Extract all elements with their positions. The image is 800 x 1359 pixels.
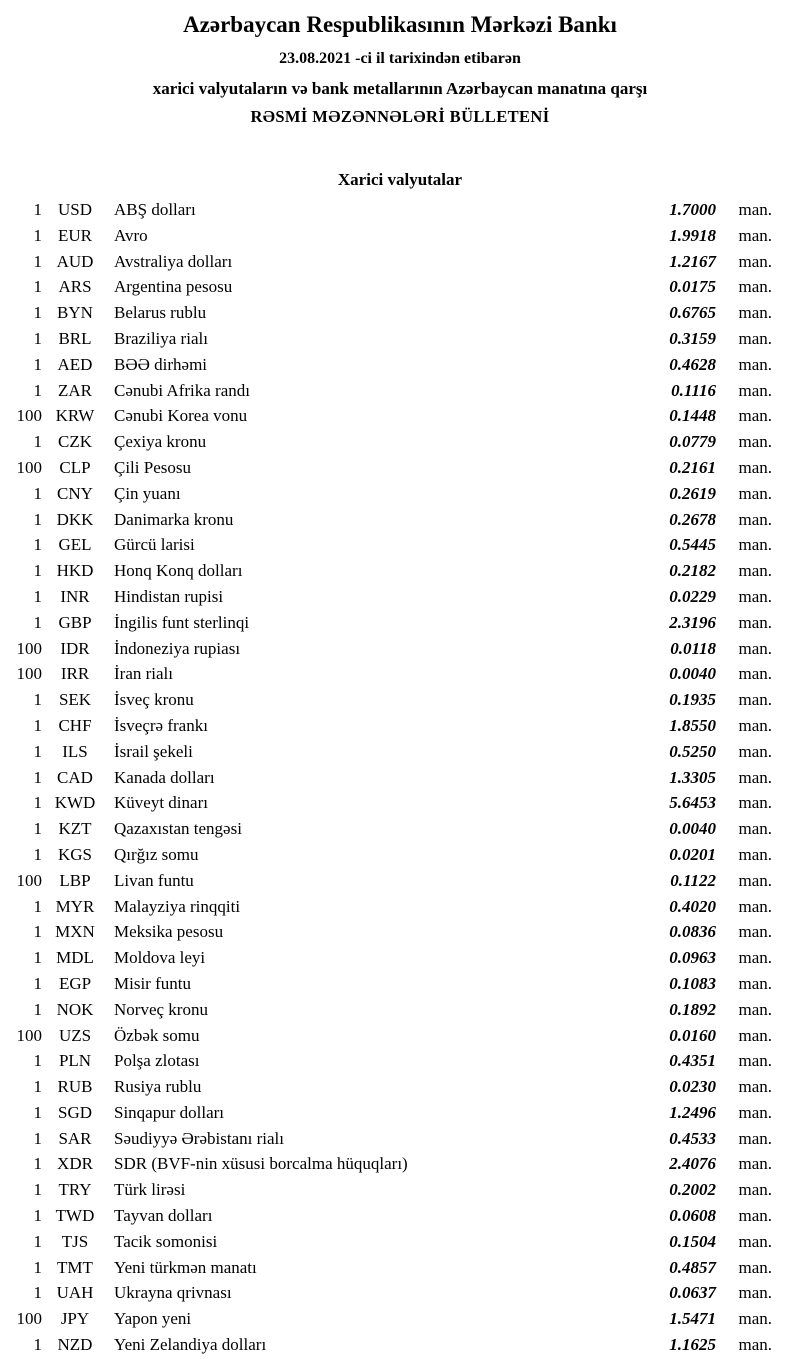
currency-code: CZK <box>58 432 92 452</box>
table-row <box>0 455 772 481</box>
currency-code: UZS <box>58 1025 92 1045</box>
rate-value: 0.0040 <box>669 664 716 684</box>
unit-label: man. <box>738 354 772 374</box>
currency-code: NZD <box>57 1335 93 1355</box>
rate-value: 0.4351 <box>669 1051 716 1071</box>
unit-label: man. <box>738 767 772 787</box>
currency-code: AUD <box>56 251 94 271</box>
currency-code: UAH <box>56 1283 94 1303</box>
table-row <box>0 1151 772 1177</box>
nominal-value: 1 <box>33 1128 42 1148</box>
rate-value: 0.0160 <box>669 1025 716 1045</box>
currency-name: Moldova leyi <box>114 948 206 968</box>
nominal-value: 1 <box>33 612 42 632</box>
currency-code: MXN <box>55 922 95 942</box>
table-row <box>0 223 772 249</box>
nominal-value: 1 <box>33 1206 42 1226</box>
rate-value: 0.4020 <box>669 896 716 916</box>
rate-value: 0.2678 <box>669 509 716 529</box>
currency-name: Argentina pesosu <box>114 277 233 297</box>
unit-label: man. <box>738 1257 772 1277</box>
currency-code: IRR <box>60 664 90 684</box>
currency-name: İngilis funt sterlinqi <box>114 612 250 632</box>
currency-name: Sinqapur dolları <box>114 1102 225 1122</box>
table-row <box>0 197 772 223</box>
unit-label: man. <box>738 1102 772 1122</box>
bulletin-title: RƏSMİ MƏZƏNNƏLƏRİ BÜLLETENİ <box>250 107 550 126</box>
currency-code: INR <box>60 586 90 606</box>
unit-label: man. <box>738 922 772 942</box>
unit-label: man. <box>738 406 772 426</box>
currency-name: Polşa zlotası <box>114 1051 200 1071</box>
currency-code: TRY <box>58 1180 92 1200</box>
nominal-value: 1 <box>33 922 42 942</box>
table-row <box>0 1048 772 1074</box>
unit-label: man. <box>738 509 772 529</box>
rate-value: 0.3159 <box>669 328 716 348</box>
currency-code: CAD <box>57 767 93 787</box>
currency-name: Qazaxıstan tengəsi <box>114 819 242 839</box>
currency-code: ZAR <box>58 380 92 400</box>
currency-name: İran rialı <box>114 664 173 684</box>
rate-value: 0.1504 <box>669 1231 716 1251</box>
table-row <box>0 1332 772 1358</box>
nominal-value: 1 <box>33 844 42 864</box>
table-row <box>0 429 772 455</box>
rate-value: 0.5445 <box>669 535 716 555</box>
currency-name: Yeni Zelandiya dolları <box>114 1335 267 1355</box>
nominal-value: 1 <box>33 483 42 503</box>
currency-code: JPY <box>60 1309 90 1329</box>
table-row <box>0 1280 772 1306</box>
currency-code: LBP <box>59 870 91 890</box>
rate-value: 0.0608 <box>669 1206 716 1226</box>
table-row <box>0 1306 772 1332</box>
currency-name: Özbək somu <box>114 1025 200 1045</box>
rate-value: 1.7000 <box>669 200 716 219</box>
rate-value: 1.1625 <box>669 1335 716 1355</box>
currency-code: RUB <box>57 1077 93 1097</box>
rate-value: 0.2619 <box>669 483 716 503</box>
currency-name: Norveç kronu <box>114 999 208 1019</box>
unit-label: man. <box>738 638 772 658</box>
table-row <box>0 765 772 791</box>
table-row <box>0 919 772 945</box>
nominal-value: 1 <box>33 251 42 271</box>
unit-label: man. <box>738 1335 772 1355</box>
nominal-value: 1 <box>33 432 42 452</box>
unit-label: man. <box>738 1309 772 1329</box>
rate-value: 2.4076 <box>669 1154 716 1174</box>
nominal-value: 1 <box>33 225 42 245</box>
rate-value: 0.1116 <box>671 380 716 400</box>
rate-value: 0.1448 <box>669 406 716 426</box>
currency-code: KZT <box>58 819 92 839</box>
nominal-value: 1 <box>33 1231 42 1251</box>
currency-code: TWD <box>55 1206 95 1226</box>
nominal-value: 100 <box>16 870 42 890</box>
rate-value: 1.5471 <box>669 1309 716 1329</box>
table-row <box>0 894 772 920</box>
currency-code: SGD <box>57 1102 92 1122</box>
rate-value: 1.2167 <box>669 251 716 271</box>
rate-value: 0.2182 <box>669 561 716 581</box>
currency-name: Tacik somonisi <box>114 1231 218 1251</box>
currency-code: KWD <box>54 793 96 813</box>
rate-value: 0.4628 <box>669 354 716 374</box>
table-row <box>0 300 772 326</box>
currency-name: İndoneziya rupiası <box>114 638 241 658</box>
currency-name: İsrail şekeli <box>114 741 193 761</box>
nominal-value: 100 <box>16 664 42 684</box>
rate-value: 0.6765 <box>669 303 716 323</box>
unit-label: man. <box>738 328 772 348</box>
nominal-value: 1 <box>33 793 42 813</box>
table-row <box>0 1023 772 1049</box>
unit-label: man. <box>738 586 772 606</box>
table-row <box>0 507 772 533</box>
unit-label: man. <box>738 483 772 503</box>
currency-name: Misir funtu <box>114 973 191 993</box>
table-row <box>0 739 772 765</box>
nominal-value: 1 <box>33 509 42 529</box>
nominal-value: 1 <box>33 741 42 761</box>
currency-name: Meksika pesosu <box>114 922 224 942</box>
currency-code: NOK <box>56 999 94 1019</box>
nominal-value: 1 <box>33 535 42 555</box>
unit-label: man. <box>738 251 772 271</box>
nominal-value: 1 <box>33 999 42 1019</box>
unit-label: man. <box>738 973 772 993</box>
rate-value: 0.1083 <box>669 973 716 993</box>
table-row <box>0 274 772 300</box>
currency-code: ARS <box>58 277 92 297</box>
table-row <box>0 997 772 1023</box>
rate-value: 0.1935 <box>669 690 716 710</box>
unit-label: man. <box>738 535 772 555</box>
nominal-value: 1 <box>33 380 42 400</box>
unit-label: man. <box>738 819 772 839</box>
unit-label: man. <box>738 303 772 323</box>
unit-label: man. <box>738 870 772 890</box>
currency-name: Səudiyyə Ərəbistanı rialı <box>114 1128 284 1148</box>
nominal-value: 100 <box>16 406 42 426</box>
currency-code: GEL <box>58 535 92 555</box>
table-row <box>0 636 772 662</box>
rate-value: 0.0779 <box>669 432 716 452</box>
nominal-value: 1 <box>33 1180 42 1200</box>
currency-name: Rusiya rublu <box>114 1077 202 1097</box>
rate-value: 0.0040 <box>669 819 716 839</box>
currency-code: SEK <box>58 690 92 710</box>
currency-name: Tayvan dolları <box>114 1206 213 1226</box>
unit-label: man. <box>738 612 772 632</box>
currency-name: Malayziya rinqqiti <box>114 896 241 916</box>
nominal-value: 1 <box>33 1077 42 1097</box>
table-row <box>0 971 772 997</box>
unit-label: man. <box>738 457 772 477</box>
currency-name: Yapon yeni <box>114 1309 192 1329</box>
rate-value: 1.9918 <box>669 225 716 245</box>
currency-name: Hindistan rupisi <box>114 586 224 606</box>
currency-name: Gürcü larisi <box>114 535 195 555</box>
table-row <box>0 326 772 352</box>
rate-value: 2.3196 <box>669 612 716 632</box>
rate-value: 0.4533 <box>669 1128 716 1148</box>
currency-name: Kanada dolları <box>114 767 215 787</box>
table-row <box>0 1229 772 1255</box>
table-row <box>0 816 772 842</box>
nominal-value: 1 <box>33 1283 42 1303</box>
currency-code: TMT <box>57 1257 93 1277</box>
nominal-value: 1 <box>33 819 42 839</box>
currency-name: Honq Konq dolları <box>114 561 243 581</box>
currency-name: Livan funtu <box>114 870 194 890</box>
unit-label: man. <box>738 1025 772 1045</box>
table-row <box>0 403 772 429</box>
table-row <box>0 1074 772 1100</box>
unit-label: man. <box>738 715 772 735</box>
unit-label: man. <box>738 432 772 452</box>
currency-code: GBP <box>58 612 92 632</box>
currency-code: USD <box>57 200 92 219</box>
unit-label: man. <box>738 664 772 684</box>
rate-value: 1.8550 <box>669 715 716 735</box>
rate-value: 0.1122 <box>670 870 716 890</box>
table-row <box>0 1100 772 1126</box>
currency-code: EUR <box>58 225 92 245</box>
table-row <box>0 249 772 275</box>
currency-code: DKK <box>56 509 94 529</box>
table-row <box>0 1203 772 1229</box>
currency-code: IDR <box>60 638 90 658</box>
nominal-value: 1 <box>33 948 42 968</box>
rate-value: 0.2161 <box>669 457 716 477</box>
unit-label: man. <box>738 1077 772 1097</box>
unit-label: man. <box>738 844 772 864</box>
currency-name: Avstraliya dolları <box>114 251 233 271</box>
currency-name: Ukrayna qrivnası <box>114 1283 232 1303</box>
currency-code: CNY <box>57 483 93 503</box>
nominal-value: 1 <box>33 767 42 787</box>
unit-label: man. <box>738 1180 772 1200</box>
nominal-value: 100 <box>16 638 42 658</box>
currency-code: XDR <box>57 1154 93 1174</box>
rate-value: 0.0201 <box>669 844 716 864</box>
nominal-value: 1 <box>33 586 42 606</box>
unit-label: man. <box>738 1128 772 1148</box>
table-row <box>0 610 772 636</box>
unit-label: man. <box>738 741 772 761</box>
nominal-value: 1 <box>33 1335 42 1355</box>
rate-value: 0.0175 <box>669 277 716 297</box>
currency-name: İsveç kronu <box>114 690 194 710</box>
currency-name: Küveyt dinarı <box>114 793 208 813</box>
currency-code: PLN <box>58 1051 92 1071</box>
section-title-foreign-currencies: Xarici valyutalar <box>337 170 463 189</box>
rate-value: 0.4857 <box>669 1257 716 1277</box>
nominal-value: 1 <box>33 715 42 735</box>
unit-label: man. <box>738 1051 772 1071</box>
unit-label: man. <box>738 1231 772 1251</box>
table-row <box>0 1255 772 1281</box>
rate-value: 0.2002 <box>669 1180 716 1200</box>
unit-label: man. <box>738 1283 772 1303</box>
currency-name: İsveçrə frankı <box>114 715 208 735</box>
nominal-value: 100 <box>16 1309 42 1329</box>
rate-value: 0.1892 <box>669 999 716 1019</box>
subject-line: xarici valyutaların və bank metallarının Azərbaycan manatına qarşı <box>152 79 648 98</box>
unit-label: man. <box>738 225 772 245</box>
nominal-value: 1 <box>33 561 42 581</box>
nominal-value: 1 <box>33 1102 42 1122</box>
unit-label: man. <box>738 793 772 813</box>
currency-code: SAR <box>58 1128 92 1148</box>
nominal-value: 1 <box>33 1051 42 1071</box>
nominal-value: 1 <box>33 354 42 374</box>
table-row <box>0 352 772 378</box>
currency-name: Belarus rublu <box>114 303 207 323</box>
table-row <box>0 1177 772 1203</box>
nominal-value: 1 <box>33 1154 42 1174</box>
table-row <box>0 790 772 816</box>
currency-rates-table <box>0 197 800 1358</box>
table-row <box>0 481 772 507</box>
currency-code: KRW <box>55 406 95 426</box>
currency-name: Çili Pesosu <box>114 457 191 477</box>
nominal-value: 100 <box>16 457 42 477</box>
currency-name: Çexiya kronu <box>114 432 207 452</box>
unit-label: man. <box>738 896 772 916</box>
nominal-value: 1 <box>33 973 42 993</box>
nominal-value: 1 <box>33 690 42 710</box>
unit-label: man. <box>738 1206 772 1226</box>
table-row <box>0 584 772 610</box>
nominal-value: 1 <box>33 277 42 297</box>
currency-name: Braziliya rialı <box>114 328 208 348</box>
nominal-value: 1 <box>33 328 42 348</box>
table-row <box>0 868 772 894</box>
unit-label: man. <box>738 690 772 710</box>
currency-code: KGS <box>57 844 92 864</box>
currency-code: BYN <box>57 303 93 323</box>
currency-name: Yeni türkmən manatı <box>114 1257 257 1277</box>
rate-value: 0.0836 <box>669 922 716 942</box>
unit-label: man. <box>738 380 772 400</box>
currency-code: AED <box>57 354 93 374</box>
unit-label: man. <box>738 200 772 219</box>
currency-code: CHF <box>58 715 92 735</box>
table-row <box>0 1126 772 1152</box>
currency-name: Danimarka kronu <box>114 509 234 529</box>
rate-value: 0.0229 <box>669 586 716 606</box>
rate-value: 0.0118 <box>670 638 716 658</box>
currency-code: ILS <box>62 741 88 761</box>
currency-name: Qırğız somu <box>114 844 199 864</box>
nominal-value: 1 <box>33 896 42 916</box>
currency-code: HKD <box>56 561 94 581</box>
rate-value: 0.5250 <box>669 741 716 761</box>
table-row <box>0 687 772 713</box>
currency-code: BRL <box>58 328 92 348</box>
rate-value: 1.2496 <box>669 1102 716 1122</box>
currency-name: Çin yuanı <box>114 483 181 503</box>
rate-value: 5.6453 <box>669 793 716 813</box>
currency-code: CLP <box>59 457 91 477</box>
table-row <box>0 558 772 584</box>
nominal-value: 1 <box>33 303 42 323</box>
currency-name: BƏƏ dirhəmi <box>114 354 208 374</box>
currency-code: TJS <box>61 1231 89 1251</box>
currency-name: ABŞ dolları <box>114 200 196 219</box>
nominal-value: 1 <box>33 200 42 219</box>
table-row <box>0 713 772 739</box>
currency-code: MDL <box>56 948 94 968</box>
currency-code: MYR <box>55 896 95 916</box>
bank-title: Azərbaycan Respublikasının Mərkəzi Bankı <box>183 12 617 37</box>
effective-date-line: 23.08.2021 -ci il tarixindən etibarən <box>279 50 521 67</box>
unit-label: man. <box>738 1154 772 1174</box>
currency-name: Avro <box>114 225 148 245</box>
rate-value: 0.0230 <box>669 1077 716 1097</box>
currency-name: Cənubi Korea vonu <box>114 406 248 426</box>
currency-name: Türk lirəsi <box>114 1180 186 1200</box>
currency-name: Cənubi Afrika randı <box>114 380 250 400</box>
table-row <box>0 842 772 868</box>
table-row <box>0 945 772 971</box>
rate-value: 0.0637 <box>669 1283 716 1303</box>
currency-name: SDR (BVF-nin xüsusi borcalma hüquqları) <box>114 1154 408 1174</box>
unit-label: man. <box>738 561 772 581</box>
nominal-value: 1 <box>33 1257 42 1277</box>
table-row <box>0 532 772 558</box>
table-row <box>0 378 772 404</box>
unit-label: man. <box>738 948 772 968</box>
unit-label: man. <box>738 277 772 297</box>
rate-value: 1.3305 <box>669 767 716 787</box>
unit-label: man. <box>738 999 772 1019</box>
table-row <box>0 661 772 687</box>
rate-value: 0.0963 <box>669 948 716 968</box>
nominal-value: 100 <box>16 1025 42 1045</box>
currency-code: EGP <box>58 973 92 993</box>
